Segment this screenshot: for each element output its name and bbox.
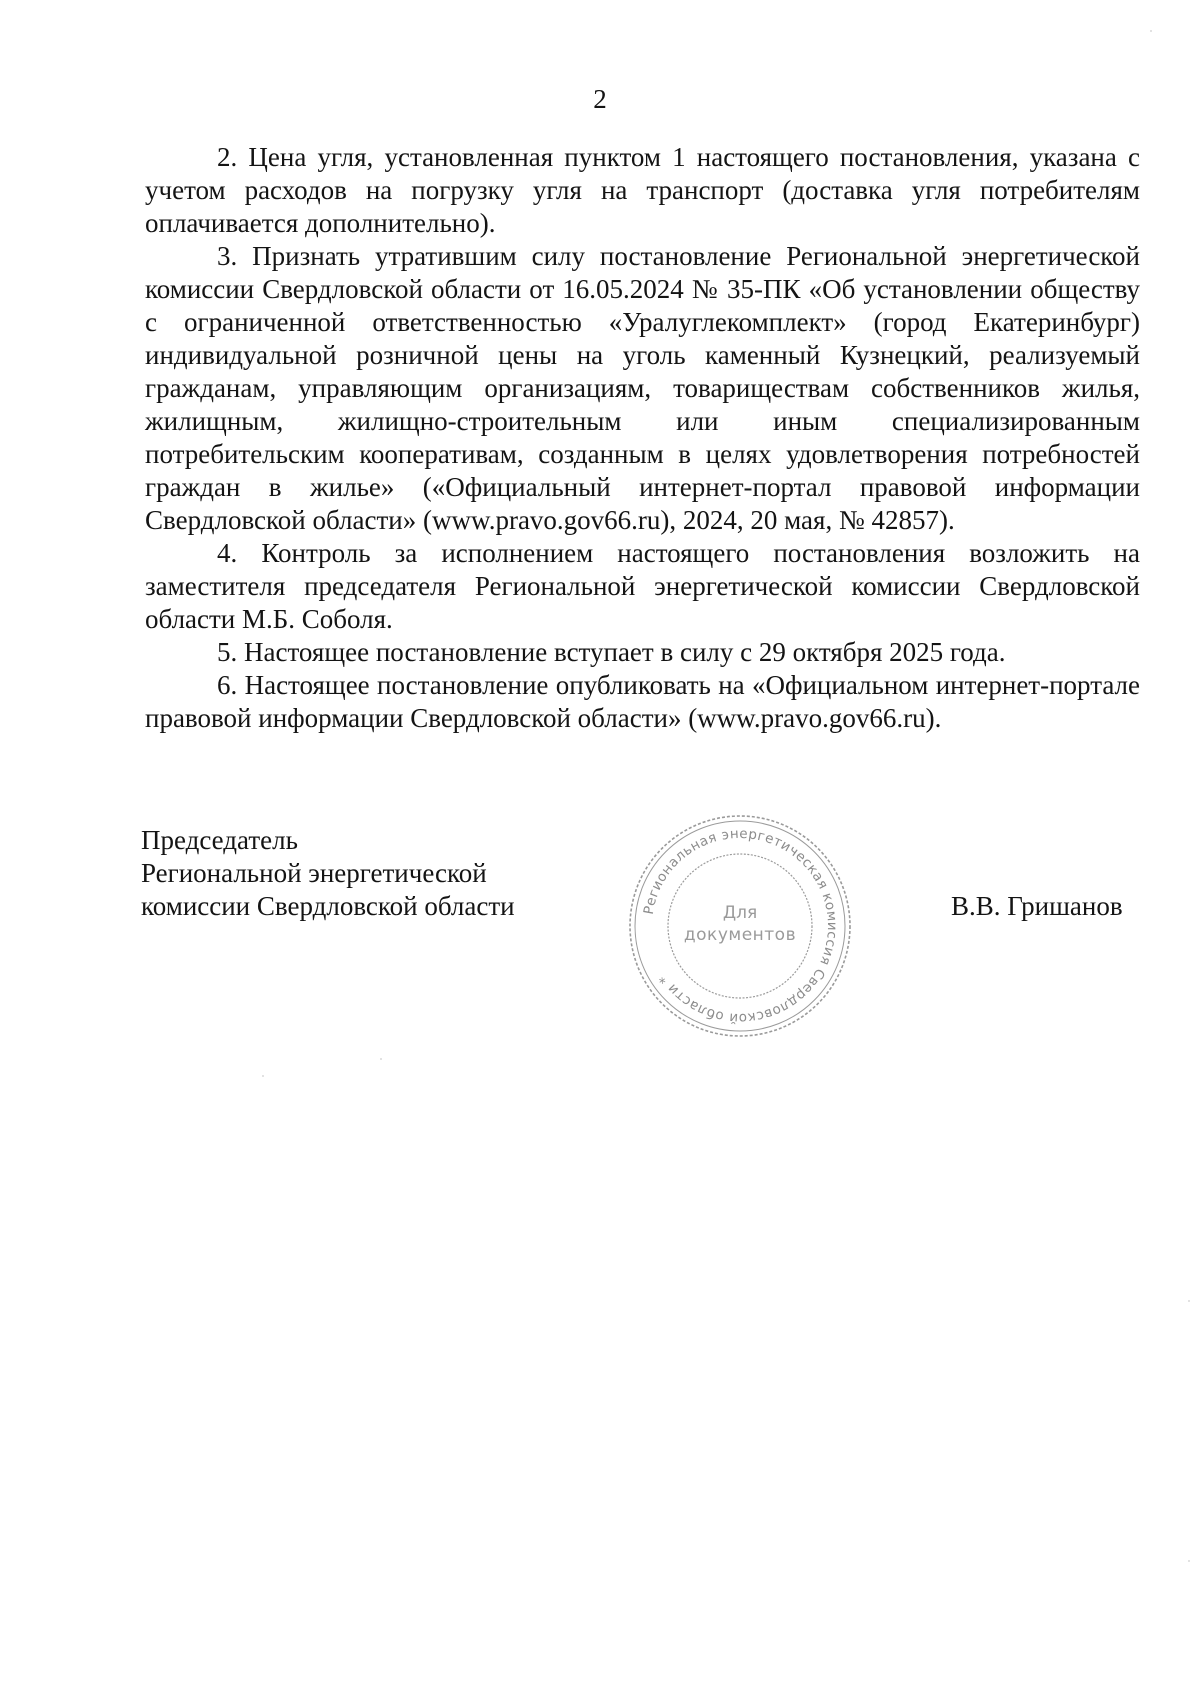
signatory-position-line: комиссии Свердловской области: [141, 891, 515, 921]
paragraph-3: 3. Признать утратившим силу постановление Региональной энергетической комиссии Свердловской области от 16.05.2024 № 35-ПК «Об установлении обществу с ограниченной ответственностью «Уралуглекомплект» (город Екатеринбург) индивидуальной розничной цены на уголь каменный Кузнецкий, реализуемый гражданам, управляющим организациям, товариществам собственников жилья, жилищным, жилищно-строительным или иным специализированным потребительским кооперативам, созданным в целях удовлетворения потребностей граждан в жилье» («Официальный интернет-портал правовой информации Свердловской области» (www.pravo.gov66.ru), 2024, 20 мая, № 42857).: [145, 241, 1140, 535]
seal-center-text-line2: документов: [683, 925, 797, 945]
paragraph-2: 2. Цена угля, установленная пунктом 1 настоящего постановления, указана с учетом расходов на погрузку угля на транспорт (доставка угля потребителям оплачивается дополнительно).: [145, 142, 1140, 238]
scan-artifact: [1150, 30, 1152, 32]
seal-ring-text: Региональная энергетическая комиссия Свердловской области *: [640, 825, 841, 1027]
scan-artifact: [380, 1058, 382, 1060]
page-number: 2: [593, 84, 607, 114]
official-seal: [626, 812, 854, 1040]
scan-artifact: [262, 1075, 264, 1077]
scan-artifact: [1188, 1300, 1190, 1302]
signatory-position-line: Председатель: [141, 825, 298, 855]
seal-center-text-line1: Для: [722, 903, 758, 923]
signatory-name: В.В. Гришанов: [951, 891, 1123, 921]
document-body: [145, 141, 1140, 735]
signatory-position: [141, 824, 515, 923]
scan-artifact: [1188, 1560, 1190, 1562]
paragraph-6: 6. Настоящее постановление опубликовать на «Официальном интернет-портале правовой информации Свердловской области» (www.pravo.gov66.ru).: [145, 670, 1140, 733]
paragraph-4: 4. Контроль за исполнением настоящего постановления возложить на заместителя председателя Региональной энергетической комиссии Свердловской области М.Б. Соболя.: [145, 538, 1140, 634]
signatory-position-line: Региональной энергетической: [141, 858, 487, 888]
paragraph-5: 5. Настоящее постановление вступает в силу с 29 октября 2025 года.: [217, 637, 1006, 667]
